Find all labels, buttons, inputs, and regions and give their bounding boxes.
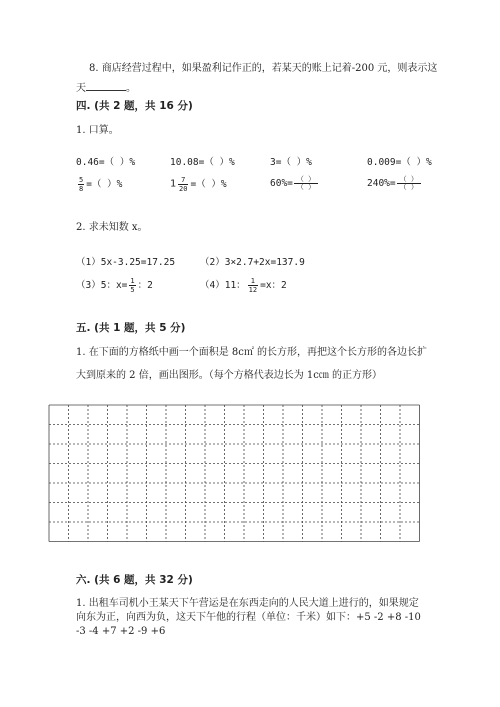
q8-line2-prefix: 天 bbox=[76, 83, 86, 94]
oral-calc-1: 0.46=（ ）% bbox=[76, 157, 136, 168]
equation-4: （4）11： $\frac{1}{12}$ =x：2 bbox=[200, 277, 287, 294]
oral-calc-5: $\frac{5}{8}$ =（ ）% bbox=[79, 176, 123, 193]
graph-paper-grid[interactable] bbox=[48, 404, 420, 544]
section6-q1-line2: 向东为正，向西为负，这天下午他的行程（单位：千米）如下：+5 -2 +8 -10 bbox=[76, 612, 421, 623]
oral-calc-7: 60%= $\frac{( )}{( )}$ bbox=[270, 176, 318, 191]
fraction-1-12: $\frac{1}{12}$ bbox=[248, 277, 258, 294]
section4-q1-title: 1. 口算。 bbox=[76, 125, 119, 136]
fraction-blank-2[interactable]: $\frac{( )}{( )}$ bbox=[397, 176, 421, 191]
oral-calc-4: 0.009=（ ）% bbox=[367, 157, 432, 168]
section4-title: 四. (共 2 题，共 16 分) bbox=[76, 100, 193, 112]
mixed-number-1-7-20: 1 $\frac{7}{20}$ bbox=[170, 176, 188, 193]
oral-calc-6: 1 $\frac{7}{20}$ =（ ）% bbox=[170, 176, 227, 193]
section5-q1-line1: 1. 在下面的方格纸中画一个面积是 8c㎡ 的长方形，再把这个长方形的各边长扩 bbox=[76, 347, 428, 358]
q8-answer-blank[interactable] bbox=[86, 80, 126, 91]
q8-line1: 8. 商店经营过程中，如果盈利记作正的，若某天的账上记着-200 元，则表示这 bbox=[89, 63, 438, 74]
equation-2: （2）3×2.7+2x=137.9 bbox=[200, 257, 305, 268]
oral-calc-8: 240%= $\frac{( )}{( )}$ bbox=[367, 176, 421, 191]
oral-calc-2: 10.08=（ ）% bbox=[170, 157, 235, 168]
section4-q2-title: 2. 求未知数 x。 bbox=[76, 222, 148, 233]
section6-title: 六. (共 6 题，共 32 分) bbox=[76, 574, 193, 586]
fraction-5-8: $\frac{5}{8}$ bbox=[79, 176, 84, 193]
equation-3: （3）5：x= $\frac{1}{5}$ ：2 bbox=[76, 277, 153, 294]
fraction-blank-1[interactable]: $\frac{( )}{( )}$ bbox=[294, 176, 318, 191]
fraction-1-5: $\frac{1}{5}$ bbox=[130, 277, 135, 294]
section6-q1-line1: 1. 出租车司机小王某天下午营运是在东西走向的人民大道上进行的，如果规定 bbox=[76, 598, 419, 609]
section5-title: 五. (共 1 题，共 5 分) bbox=[76, 322, 186, 334]
q8-line2-suffix: 。 bbox=[126, 83, 136, 94]
oral-calc-3: 3=（ ）% bbox=[270, 157, 312, 168]
q8-line2 bbox=[76, 80, 136, 96]
equation-1: （1）5x-3.25=17.25 bbox=[76, 257, 176, 268]
section6-q1-line3: -3 -4 +7 +2 -9 +6 bbox=[76, 626, 166, 637]
section5-q1-line2: 大到原来的 2 倍，画出图形。（每个方格代表边长为 1c㎝ 的正方形） bbox=[76, 370, 383, 381]
